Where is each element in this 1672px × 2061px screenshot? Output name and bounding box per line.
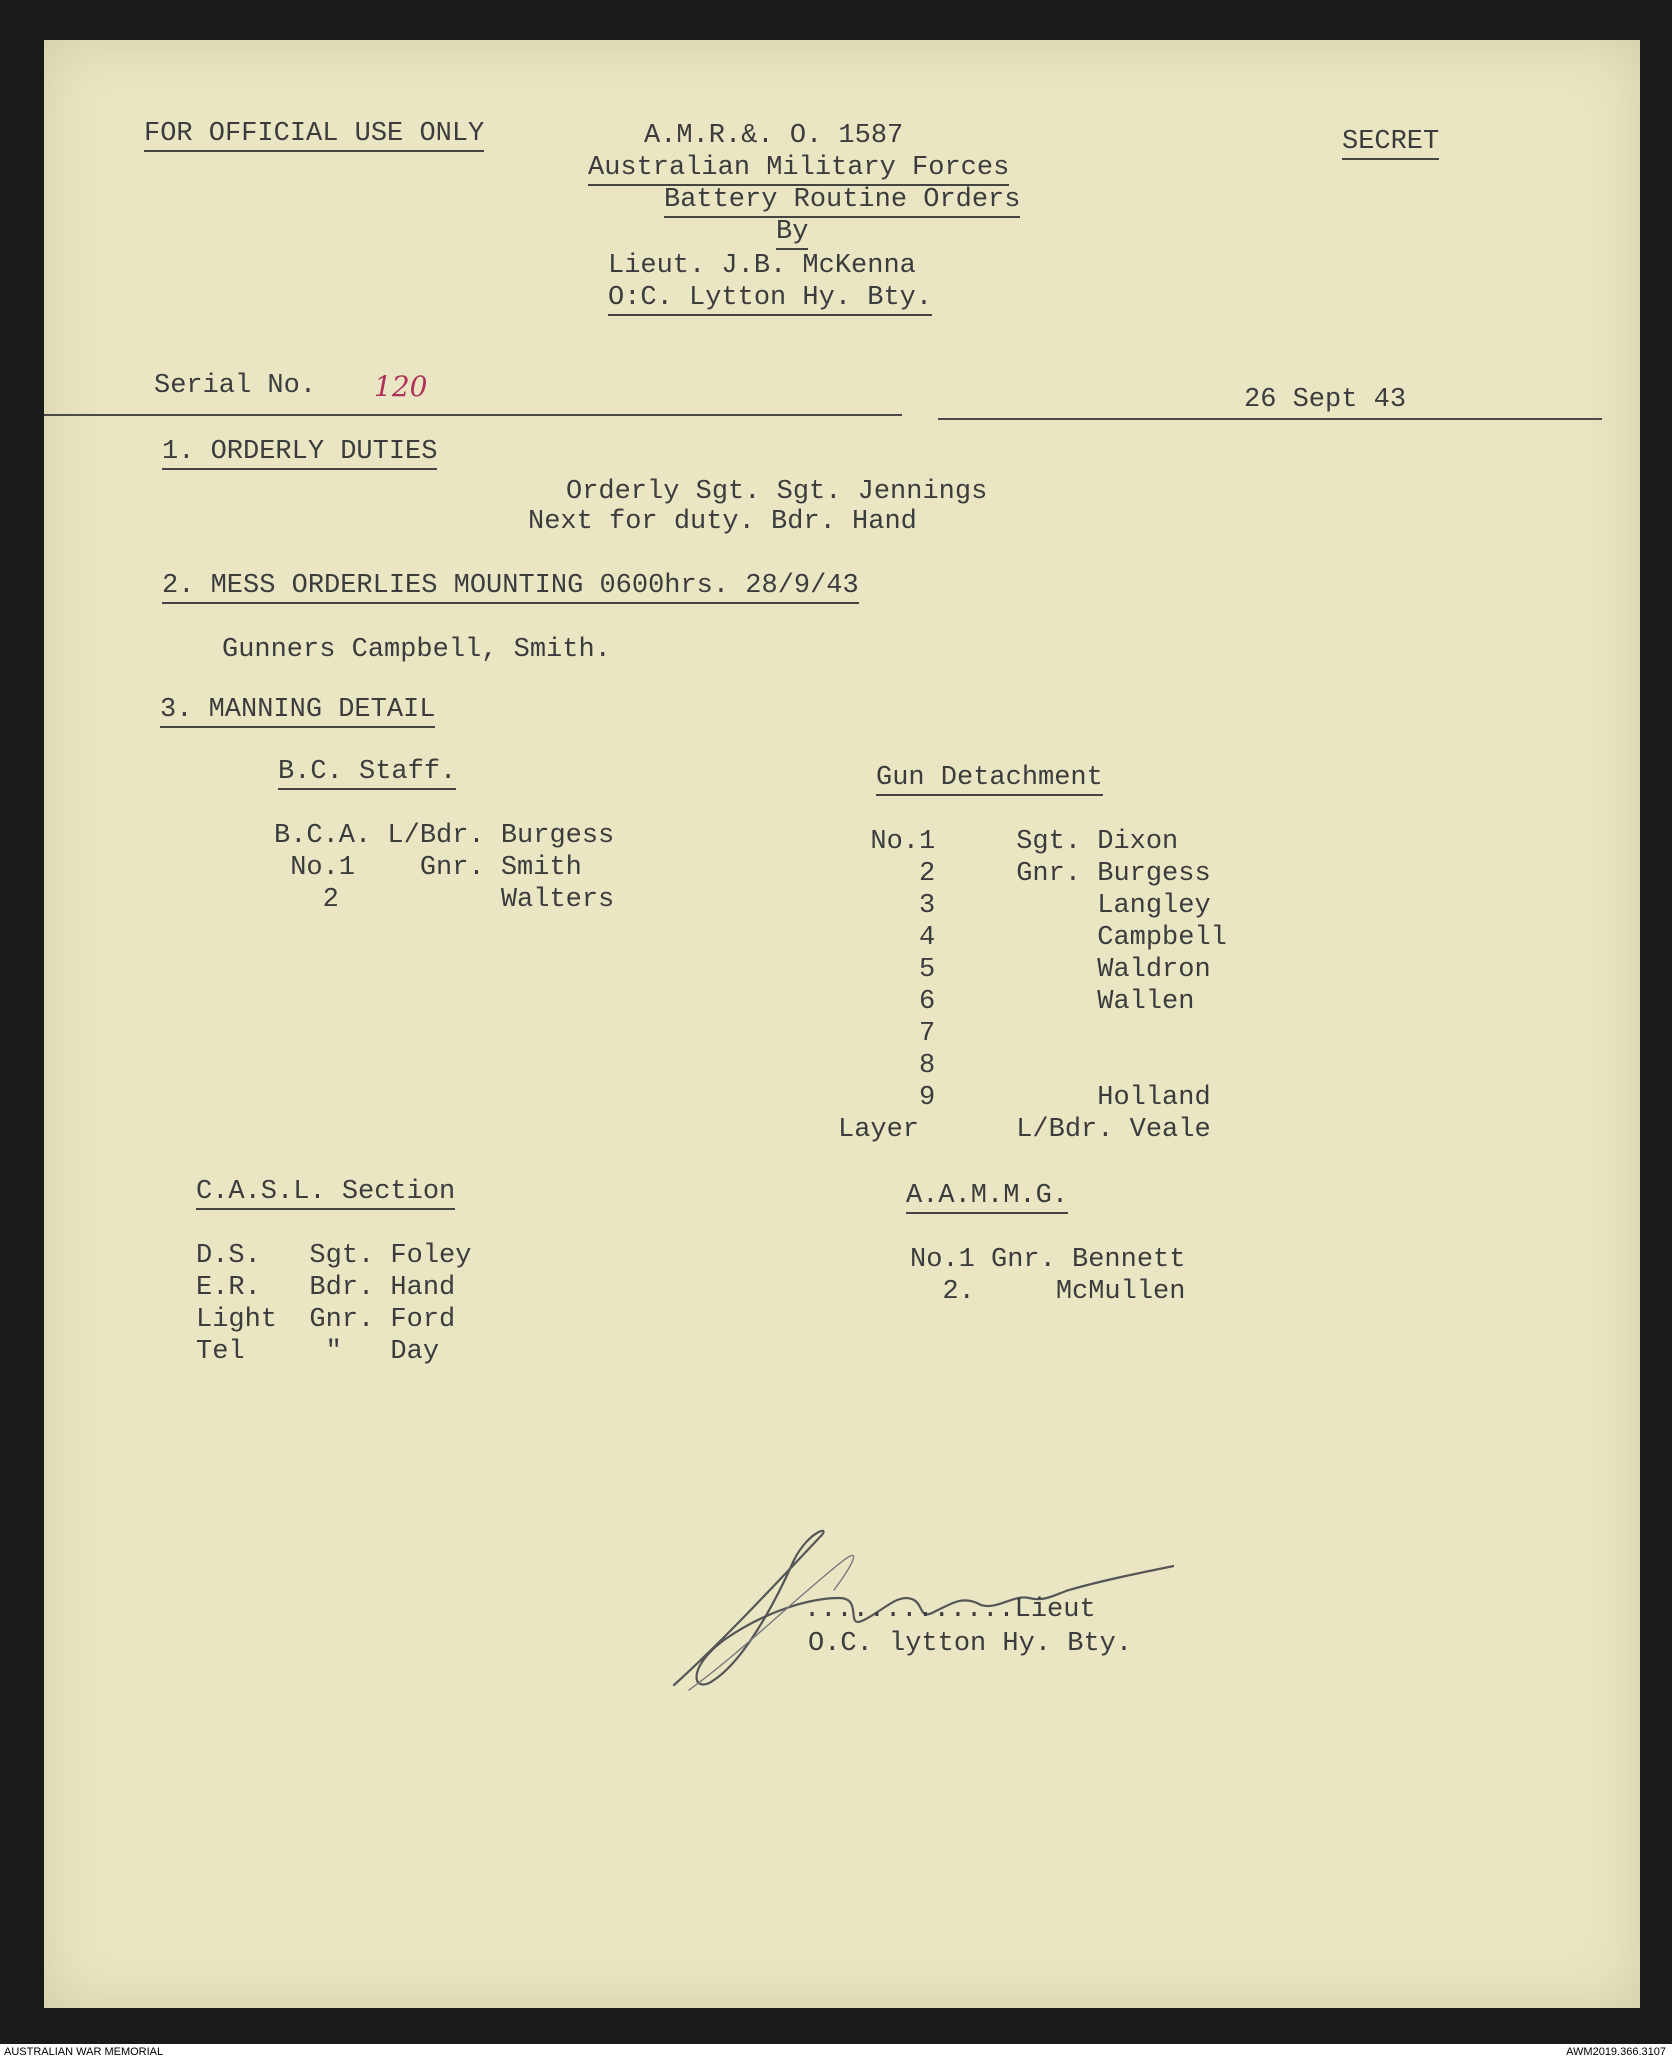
document-page <box>44 40 1640 2008</box>
signatory-title: O.C. lytton Hy. Bty. <box>808 1629 1133 1659</box>
bc-staff-row: No.1 Gnr. Smith <box>274 853 582 883</box>
next-for-duty-line: Next for duty. Bdr. Hand <box>528 507 917 537</box>
bc-staff-row: 2 Walters <box>274 885 615 915</box>
order-date: 26 Sept 43 <box>1244 385 1407 415</box>
title-line-4: Lieut. J.B. McKenna <box>608 251 916 281</box>
signature-line: .............Lieut <box>804 1595 1096 1625</box>
gun-detachment-row: 9 Holland <box>838 1083 1211 1113</box>
mess-orderlies-names: Gunners Campbell, Smith. <box>222 635 611 665</box>
casl-row: E.R. Bdr. Hand <box>196 1273 456 1303</box>
gun-detachment-row: 8 <box>838 1051 936 1081</box>
casl-section-title: C.A.S.L. Section <box>196 1176 455 1210</box>
aammg-title: A.A.M.M.G. <box>906 1180 1068 1214</box>
gun-detachment-title: Gun Detachment <box>876 762 1103 796</box>
aammg-row: No.1 Gnr. Bennett <box>910 1245 1186 1275</box>
section-2-heading: 2. MESS ORDERLIES MOUNTING 0600hrs. 28/9/43 <box>162 570 859 604</box>
reference-number: A.M.R.&. O. 1587 <box>644 121 904 151</box>
serial-number: 120 <box>374 370 428 403</box>
gun-detachment-row: 4 Campbell <box>838 923 1227 953</box>
serial-rule-left <box>44 414 902 416</box>
title-line-5: O:C. Lytton Hy. Bty. <box>608 282 932 316</box>
section-3-heading: 3. MANNING DETAIL <box>160 694 435 728</box>
aammg-row: 2. McMullen <box>910 1277 1186 1307</box>
title-line-2: Battery Routine Orders <box>664 184 1020 218</box>
casl-row: D.S. Sgt. Foley <box>196 1241 472 1271</box>
classification-label: SECRET <box>1342 126 1439 160</box>
casl-row: Light Gnr. Ford <box>196 1305 456 1335</box>
official-use-label: FOR OFFICIAL USE ONLY <box>144 118 484 152</box>
gun-detachment-row: 2 Gnr. Burgess <box>838 859 1211 889</box>
gun-detachment-row: No.1 Sgt. Dixon <box>838 827 1179 857</box>
archive-name: AUSTRALIAN WAR MEMORIAL <box>4 2046 164 2058</box>
gun-detachment-row: 5 Waldron <box>838 955 1211 985</box>
gun-detachment-row: 7 <box>838 1019 936 1049</box>
title-line-1: Australian Military Forces <box>588 152 1009 186</box>
title-line-3: By <box>776 216 808 250</box>
gun-detachment-row: 3 Langley <box>838 891 1211 921</box>
archive-reference: AWM2019.366.3107 <box>1566 2046 1666 2058</box>
gun-detachment-row: Layer L/Bdr. Veale <box>838 1115 1211 1145</box>
casl-row: Tel " Day <box>196 1337 440 1367</box>
orderly-sergeant-line: Orderly Sgt. Sgt. Jennings <box>566 477 988 507</box>
gun-detachment-row: 6 Wallen <box>838 987 1195 1017</box>
serial-rule-right <box>938 418 1602 420</box>
archive-footer <box>0 2044 1672 2061</box>
bc-staff-title: B.C. Staff. <box>278 756 456 790</box>
section-1-heading: 1. ORDERLY DUTIES <box>162 436 437 470</box>
serial-label: Serial No. <box>154 371 317 401</box>
bc-staff-row: B.C.A. L/Bdr. Burgess <box>274 821 615 851</box>
